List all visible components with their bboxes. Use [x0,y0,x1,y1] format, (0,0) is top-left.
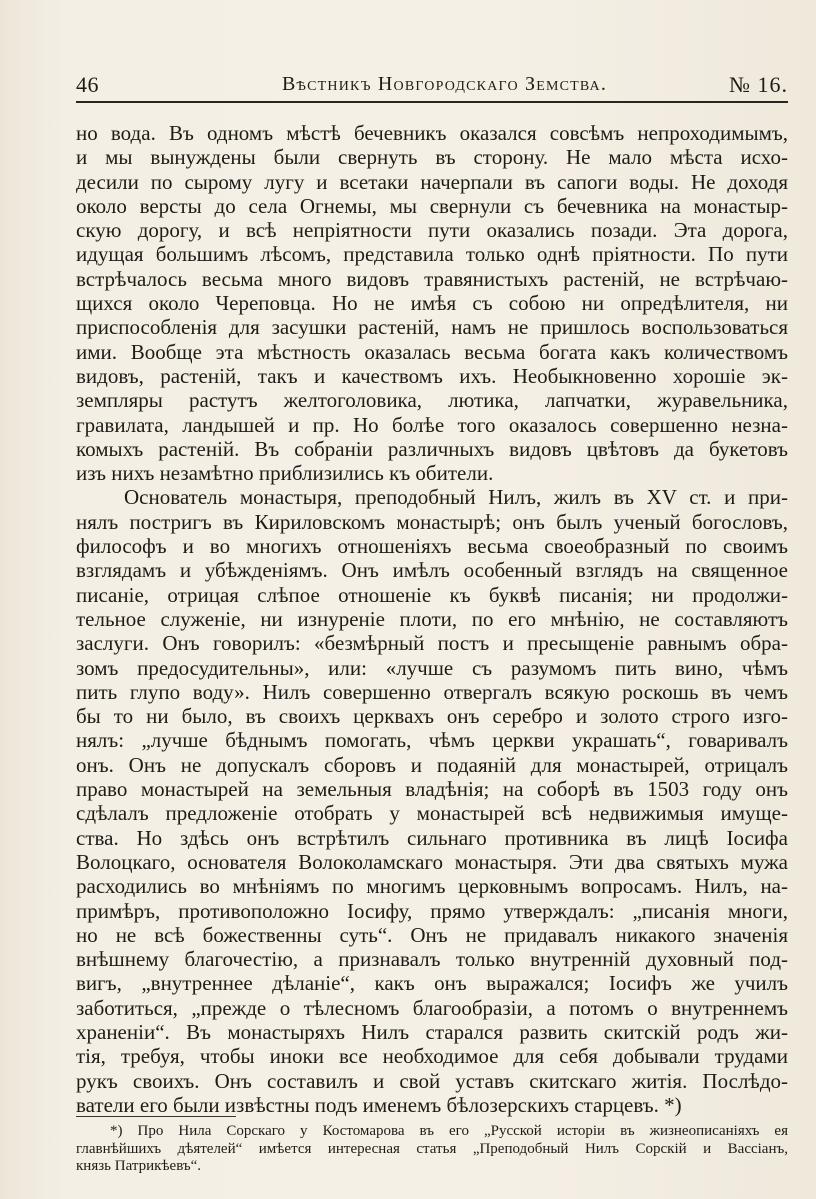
text-line: рукъ своихъ. Онъ составилъ и свой уставъ скитскаго житія. Послѣдо- [76,1068,788,1093]
text-line: пить глупо воду». Нилъ совершенно отвергалъ всякую роскошь въ чемъ [76,679,788,704]
text-line: десили по сырому лугу и всетаки начерпали въ сапоги воды. Не доходя [76,169,788,194]
text-line: взглядамъ и убѣжденіямъ. Онъ имѣлъ особенный взглядъ на священное [76,558,788,583]
article-body [76,121,788,1117]
text-line: но вода. Въ одномъ мѣстѣ бечевникъ оказался совсѣмъ непроходимымъ, [76,121,788,145]
text-line: щихся около Череповца. Но не имѣя съ собою ни опредѣлителя, ни [76,291,788,316]
text-line: тельное служеніе, ни изнуреніе плоти, по его мнѣнію, не составляютъ [76,606,788,631]
text-line: но не всѣ божественны суть“. Онъ не придавалъ никакого значенія [76,922,788,947]
text-line: видовъ, растеній, такъ и качествомъ ихъ. Необыкновенно хорошіе эк- [76,363,788,388]
footnote-line: главнѣйшихъ дѣятелей“ имѣется интересная статья „Преподобный Нилъ Сорскій и Вассіанъ, [76,1140,788,1157]
text-line: внѣшнему благочестію, а признавалъ только внутренній духовный под- [76,947,788,972]
text-line: храненіи“. Въ монастыряхъ Нилъ старался развить скитскій родъ жи- [76,1019,788,1044]
page-number: 46 [76,72,99,97]
text-line: заботиться, „прежде о тѣлесномъ благообразіи, а потомъ о внутреннемъ [76,995,788,1020]
text-line: Волоцкаго, основателя Волоколамскаго монастыря. Эти два святыхъ мужа [76,849,788,874]
text-line: комыхъ растеній. Въ собраніи различныхъ видовъ цвѣтовъ да букетовъ [76,436,788,461]
running-header [76,72,788,100]
text-line: сдѣлалъ предложеніе отобрать у монастырей всѣ недвижимыя имуще- [76,801,788,826]
paragraph [76,485,788,1117]
footnote [76,1123,788,1176]
text-line: встрѣчалось весьма много видовъ травянистыхъ растеній, не встрѣчаю- [76,266,788,291]
text-line: вигъ, „внутреннее дѣланіе“, какъ онъ выражался; Іосифъ же училъ [76,971,788,996]
text-line: земпляры растутъ желтоголовика, лютика, лапчатки, журавельника, [76,388,788,413]
text-line: приспособленія для засушки растеній, намъ не пришлось воспользоваться [76,315,788,340]
text-line: около версты до села Огнемы, мы свернули съ бечевника на монастыр- [76,193,788,218]
text-line: скую дорогу, и всѣ непріятности пути оказались позади. Эта дорога, [76,218,788,243]
text-line: расходились во мнѣніямъ по многимъ церковнымъ вопросамъ. Нилъ, на- [76,874,788,899]
text-line: бы то ни было, въ своихъ церквахъ онъ серебро и золото строго изго- [76,704,788,729]
text-line: нялъ: „лучше бѣднымъ помогать, чѣмъ церкви украшать“, говаривалъ [76,728,788,753]
text-line: тія, требуя, чтобы иноки все необходимое для себя добывали трудами [76,1044,788,1069]
text-line: Основатель монастыря, преподобный Нилъ, жилъ въ XV ст. и при- [124,485,788,510]
text-line: ватели его были извѣстны подъ именемъ бѣлозерскихъ старцевъ. *) [76,1092,682,1117]
footnote-line: князь Патрикѣевъ“. [76,1158,202,1174]
footnote-line: *) Про Нила Сорскаго у Костомарова въ его „Русской исторіи въ жизнеописаніяхъ ея [110,1123,788,1139]
paragraph [76,121,788,485]
journal-title: Вѣстникъ Новгородскаго Земства. [282,73,608,95]
text-line: право монастырей на земельныя владѣнія; на соборѣ въ 1503 году онъ [76,777,788,802]
text-line: ства. Но здѣсь онъ встрѣтилъ сильнаго противника въ лицѣ Іосифа [76,825,788,850]
text-line: ими. Вообще эта мѣстность оказалась весьма богата какъ количествомъ [76,339,788,364]
footnote-rule [76,1116,236,1117]
text-line: гравилата, ландышей и пр. Но болѣе того оказалось совершенно незна- [76,412,788,437]
text-line: изъ нихъ незамѣтно приблизились къ обители. [76,461,494,486]
text-line: нялъ постригъ въ Кириловскомъ монастырѣ; онъ былъ ученый богословъ, [76,509,788,534]
text-line: онъ. Онъ не допускалъ сборовъ и подаяній для монастырей, отрицалъ [76,752,788,777]
text-line: писаніе, отрицая слѣпое отношеніе къ буквѣ писанія; ни продолжи- [76,582,788,607]
text-line: идущая большимъ лѣсомъ, представила только однѣ пріятности. По пути [76,242,788,267]
issue-number: № 16. [729,72,788,97]
text-line: философъ и во многихъ отношеніяхъ весьма своеобразный по своимъ [76,534,788,559]
header-rule [76,101,788,103]
text-line: зомъ предосудительны», или: «лучше съ разумомъ пить вино, чѣмъ [76,655,788,680]
text-line: заслуги. Онъ говорилъ: «безмѣрный постъ и пресыщеніе равнымъ обра- [76,631,788,656]
text-line: примѣръ, противоположно Іосифу, прямо утверждалъ: „писанія многи, [76,898,788,923]
text-line: и мы вынуждены были свернуть въ сторону. Не мало мѣста исхо- [76,145,788,170]
